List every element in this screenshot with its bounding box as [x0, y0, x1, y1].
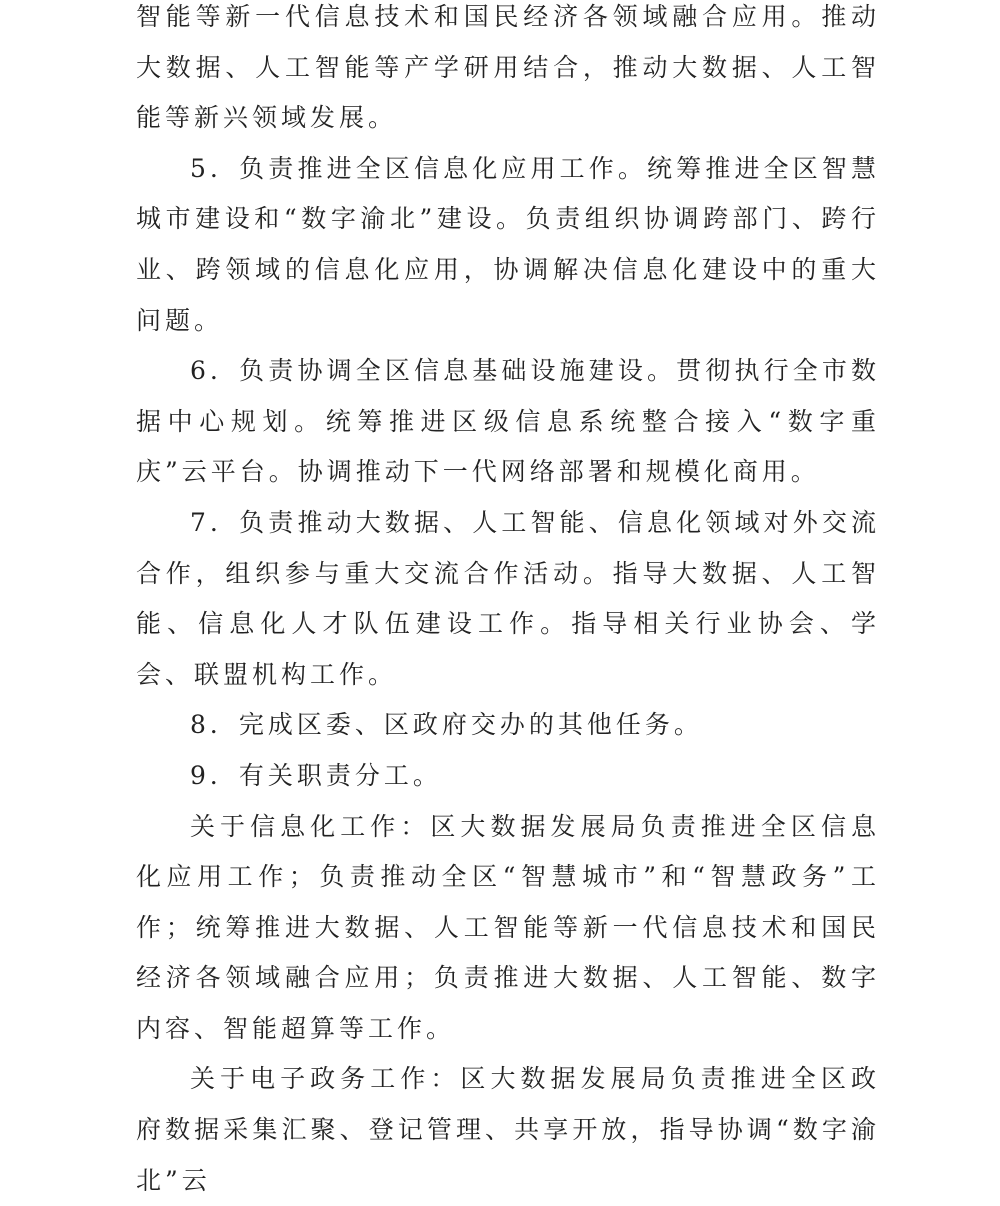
paragraph-informatization: 关于信息化工作：区大数据发展局负责推进全区信息化应用工作；负责推动全区“智慧城市”和“智慧政务”工作；统筹推进大数据、人工智能等新一代信息技术和国民经济各领域融合应用；负责推进大数据、人工智能、数字内容、智能超算等工作。: [136, 811, 880, 1043]
paragraph-item-6: 6．负责协调全区信息基础设施建设。贯彻执行全市数据中心规划。统筹推进区级信息系统整合接入“数字重庆”云平台。协调推动下一代网络部署和规模化商用。: [136, 356, 880, 487]
paragraph-item-9: 9．有关职责分工。: [190, 760, 442, 790]
paragraph-item-8: 8．完成区委、区政府交办的其他任务。: [190, 710, 703, 740]
paragraph-continuation: 智能等新一代信息技术和国民经济各领域融合应用。推动大数据、人工智能等产学研用结合，推动大数据、人工智能等新兴领域发展。: [136, 2, 880, 133]
paragraph-item-5: 5．负责推进全区信息化应用工作。统筹推进全区智慧城市建设和“数字渝北”建设。负责组织协调跨部门、跨行业、跨领域的信息化应用，协调解决信息化建设中的重大问题。: [136, 153, 880, 335]
paragraph-item-7: 7．负责推动大数据、人工智能、信息化领域对外交流合作，组织参与重大交流合作活动。指导大数据、人工智能、信息化人才队伍建设工作。指导相关行业协会、学会、联盟机构工作。: [136, 507, 880, 689]
paragraph-e-government: 关于电子政务工作：区大数据发展局负责推进全区政府数据采集汇聚、登记管理、共享开放，指导协调“数字渝北”云: [136, 1064, 880, 1195]
document-body: [136, 0, 880, 1206]
